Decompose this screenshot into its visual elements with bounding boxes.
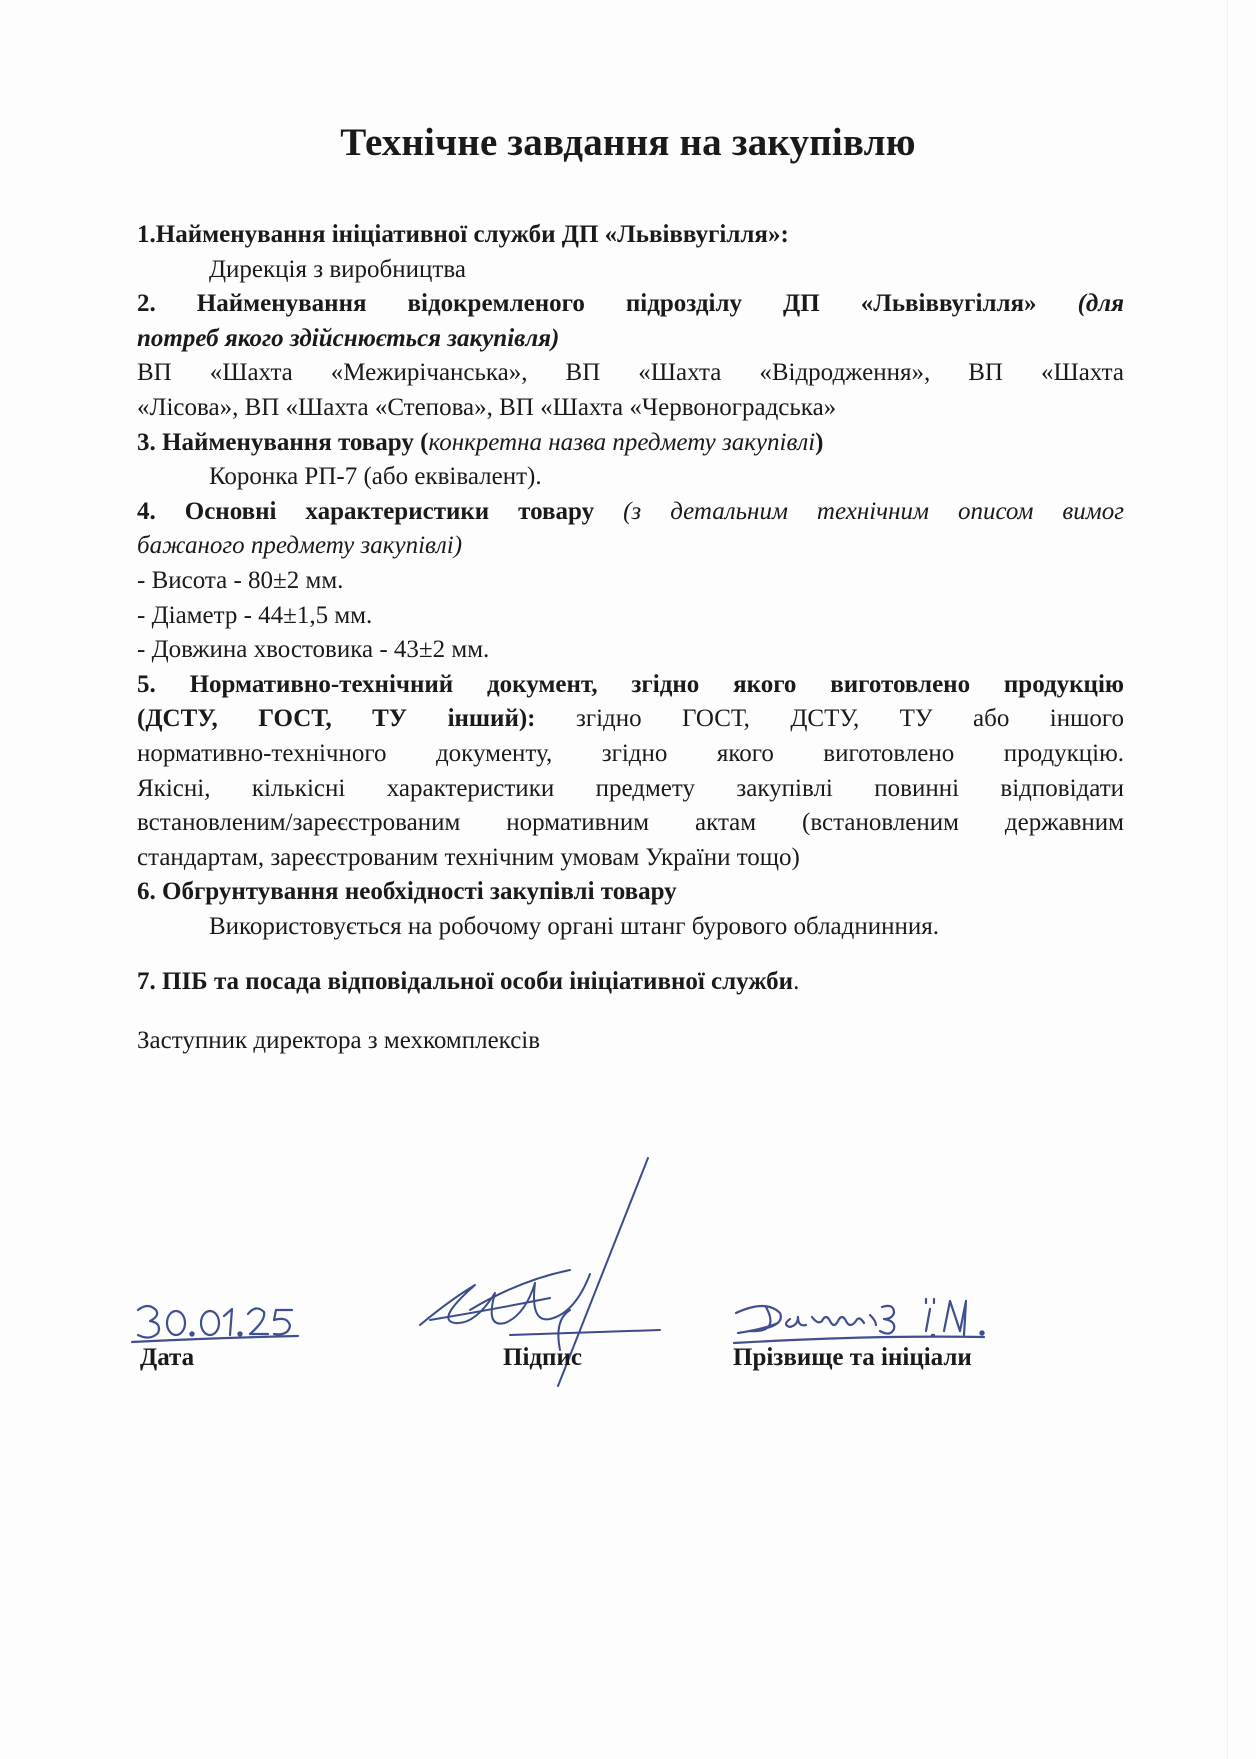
section-5-value-line: стандартам, зареєстрованим технічним умовам України тощо) xyxy=(137,843,800,871)
section-2-heading: 2. Найменування відокремленого підрозділу ДП «Львіввугілля» xyxy=(137,290,1037,318)
section-5-value-line: встановленим/зареєстрованим нормативним актам (встановленим державним xyxy=(137,809,1124,837)
section-2-heading-line xyxy=(137,287,1124,322)
handwritten-date xyxy=(130,1290,300,1350)
section-7-heading: 7. ПІБ та посада відповідальної особи ініціативної служби xyxy=(137,968,794,996)
section-7-value: Заступник директора з мехкомплексів xyxy=(137,1027,541,1055)
date-label: Дата xyxy=(140,1344,195,1371)
section-6-heading: 6. Обгрунтування необхідності закупівлі товару xyxy=(137,878,677,906)
section-5-line-2 xyxy=(137,702,1124,737)
section-2-value-line-1: ВП «Шахта «Межирічанська», ВП «Шахта «Відродження», ВП «Шахта xyxy=(137,359,1124,387)
section-4-heading-line xyxy=(137,495,1124,530)
section-5-value-start: згідно ГОСТ, ДСТУ, ТУ або іншого xyxy=(575,705,1124,733)
section-3-value: Коронка РП-7 (або еквівалент). xyxy=(209,463,542,491)
section-3-close: ) xyxy=(815,428,824,456)
section-5-heading-end: (ДСТУ, ГОСТ, ТУ інший): xyxy=(137,705,536,733)
section-5-heading: 5. Нормативно-технічний документ, згідно якого виготовлено продукцію xyxy=(137,670,1124,698)
signature-block xyxy=(0,1180,1256,1420)
name-label: Прізвище та ініціали xyxy=(733,1344,972,1371)
section-7-heading-line xyxy=(137,965,1124,1000)
section-1-heading: 1.Найменування ініціативної служби ДП «Львіввугілля»: xyxy=(137,221,789,248)
section-5-value-line: Якісні, кількісні характеристики предмету закупівлі повинні відповідати xyxy=(137,774,1124,802)
section-3-heading-line xyxy=(137,426,1124,461)
section-3-heading: 3. Найменування товару ( xyxy=(137,428,429,456)
section-3-note: конкретна назва предмету закупівлі xyxy=(428,428,816,456)
document-body xyxy=(137,218,1124,1059)
section-1-value: Дирекція з виробництва xyxy=(209,255,466,283)
section-7-period: . xyxy=(793,968,800,996)
section-4-item: - Довжина хвостовика - 43±2 мм. xyxy=(137,636,490,664)
section-4-note: бажаного предмету закупівлі) xyxy=(137,532,463,560)
document-title: Технічне завдання на закупівлю xyxy=(340,121,916,164)
section-4-heading: 4. Основні характеристики товару xyxy=(137,497,595,525)
section-2-value-line-2: «Лісова», ВП «Шахта «Степова», ВП «Шахта «Червоноградська» xyxy=(137,393,837,421)
section-2-note: потреб якого здійснюється закупівля) xyxy=(137,324,560,352)
section-4-item: - Висота - 80±2 мм. xyxy=(137,566,344,594)
section-4-note-start: (з детальним технічним описом вимог xyxy=(623,497,1124,525)
section-5-value-line: нормативно-технічного документу, згідно якого виготовлено продукцію. xyxy=(137,739,1124,767)
signature-label: Підпис xyxy=(503,1344,582,1371)
section-4-item: - Діаметр - 44±1,5 мм. xyxy=(137,601,373,629)
section-2-note-start: (для xyxy=(1077,290,1125,318)
section-6-value: Використовується на робочому органі штанг бурового обладнинния. xyxy=(209,912,940,940)
